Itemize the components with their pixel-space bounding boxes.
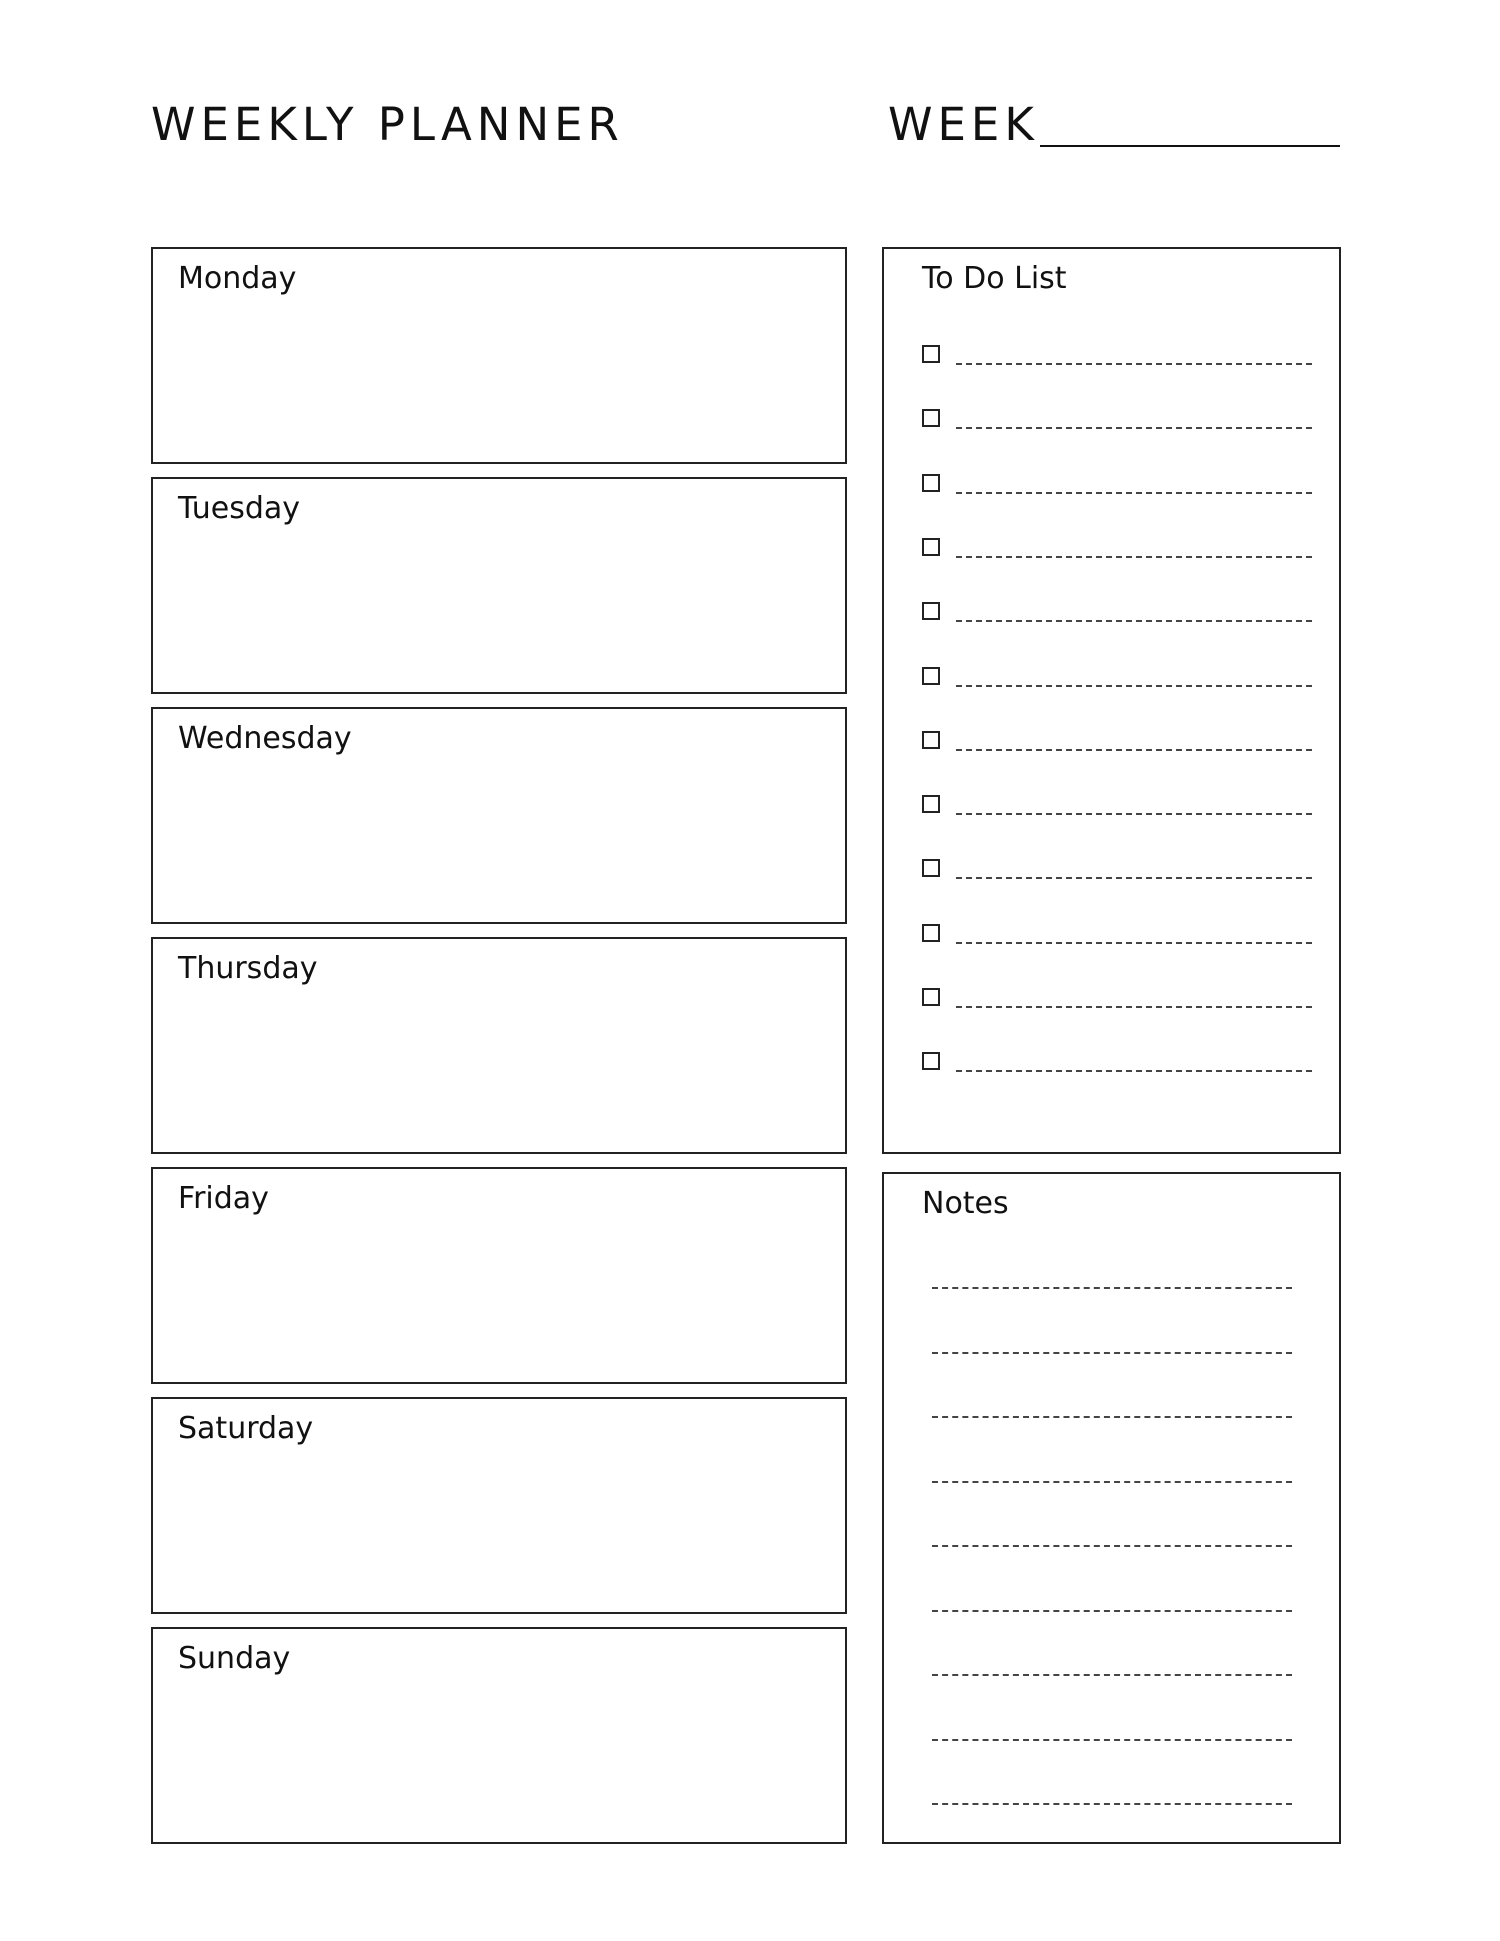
todo-line[interactable] (956, 620, 1312, 622)
day-label: Thursday (178, 951, 318, 986)
note-line[interactable] (932, 1610, 1292, 1612)
todo-checkbox[interactable] (922, 1052, 940, 1070)
todo-line[interactable] (956, 1006, 1312, 1008)
todo-checkbox[interactable] (922, 345, 940, 363)
todo-item[interactable] (922, 731, 1312, 755)
day-label: Sunday (178, 1641, 291, 1676)
notes-title: Notes (922, 1186, 1009, 1221)
todo-line[interactable] (956, 556, 1312, 558)
todo-item[interactable] (922, 795, 1312, 819)
todo-line[interactable] (956, 1070, 1312, 1072)
todo-checkbox[interactable] (922, 667, 940, 685)
note-line[interactable] (932, 1545, 1292, 1547)
day-label: Friday (178, 1181, 269, 1216)
todo-line[interactable] (956, 942, 1312, 944)
day-label: Monday (178, 261, 297, 296)
todo-list-panel (882, 247, 1341, 1154)
todo-checkbox[interactable] (922, 795, 940, 813)
day-box-monday[interactable] (151, 247, 847, 464)
todo-line[interactable] (956, 685, 1312, 687)
todo-item[interactable] (922, 667, 1312, 691)
todo-line[interactable] (956, 492, 1312, 494)
todo-checkbox[interactable] (922, 538, 940, 556)
day-box-wednesday[interactable] (151, 707, 847, 924)
todo-item[interactable] (922, 474, 1312, 498)
todo-checkbox[interactable] (922, 409, 940, 427)
todo-list-title: To Do List (922, 261, 1067, 296)
todo-checkbox[interactable] (922, 602, 940, 620)
todo-item[interactable] (922, 988, 1312, 1012)
todo-checkbox[interactable] (922, 474, 940, 492)
todo-item[interactable] (922, 538, 1312, 562)
notes-panel (882, 1172, 1341, 1844)
todo-item[interactable] (922, 1052, 1312, 1076)
note-line[interactable] (932, 1674, 1292, 1676)
note-line[interactable] (932, 1739, 1292, 1741)
day-box-sunday[interactable] (151, 1627, 847, 1844)
todo-line[interactable] (956, 363, 1312, 365)
note-line[interactable] (932, 1481, 1292, 1483)
day-box-thursday[interactable] (151, 937, 847, 1154)
day-box-tuesday[interactable] (151, 477, 847, 694)
page-title: WEEKLY PLANNER (151, 98, 624, 151)
note-line[interactable] (932, 1416, 1292, 1418)
todo-item[interactable] (922, 409, 1312, 433)
todo-checkbox[interactable] (922, 731, 940, 749)
week-label: WEEK (888, 98, 1039, 151)
todo-checkbox[interactable] (922, 988, 940, 1006)
todo-checkbox[interactable] (922, 859, 940, 877)
todo-checkbox[interactable] (922, 924, 940, 942)
day-box-saturday[interactable] (151, 1397, 847, 1614)
todo-line[interactable] (956, 427, 1312, 429)
todo-item[interactable] (922, 859, 1312, 883)
note-line[interactable] (932, 1803, 1292, 1805)
day-label: Saturday (178, 1411, 314, 1446)
todo-line[interactable] (956, 749, 1312, 751)
day-label: Tuesday (178, 491, 301, 526)
note-line[interactable] (932, 1352, 1292, 1354)
todo-line[interactable] (956, 813, 1312, 815)
todo-item[interactable] (922, 924, 1312, 948)
note-line[interactable] (932, 1287, 1292, 1289)
todo-item[interactable] (922, 602, 1312, 626)
week-number-field[interactable] (1040, 145, 1340, 147)
todo-item[interactable] (922, 345, 1312, 369)
day-label: Wednesday (178, 721, 352, 756)
day-box-friday[interactable] (151, 1167, 847, 1384)
todo-line[interactable] (956, 877, 1312, 879)
